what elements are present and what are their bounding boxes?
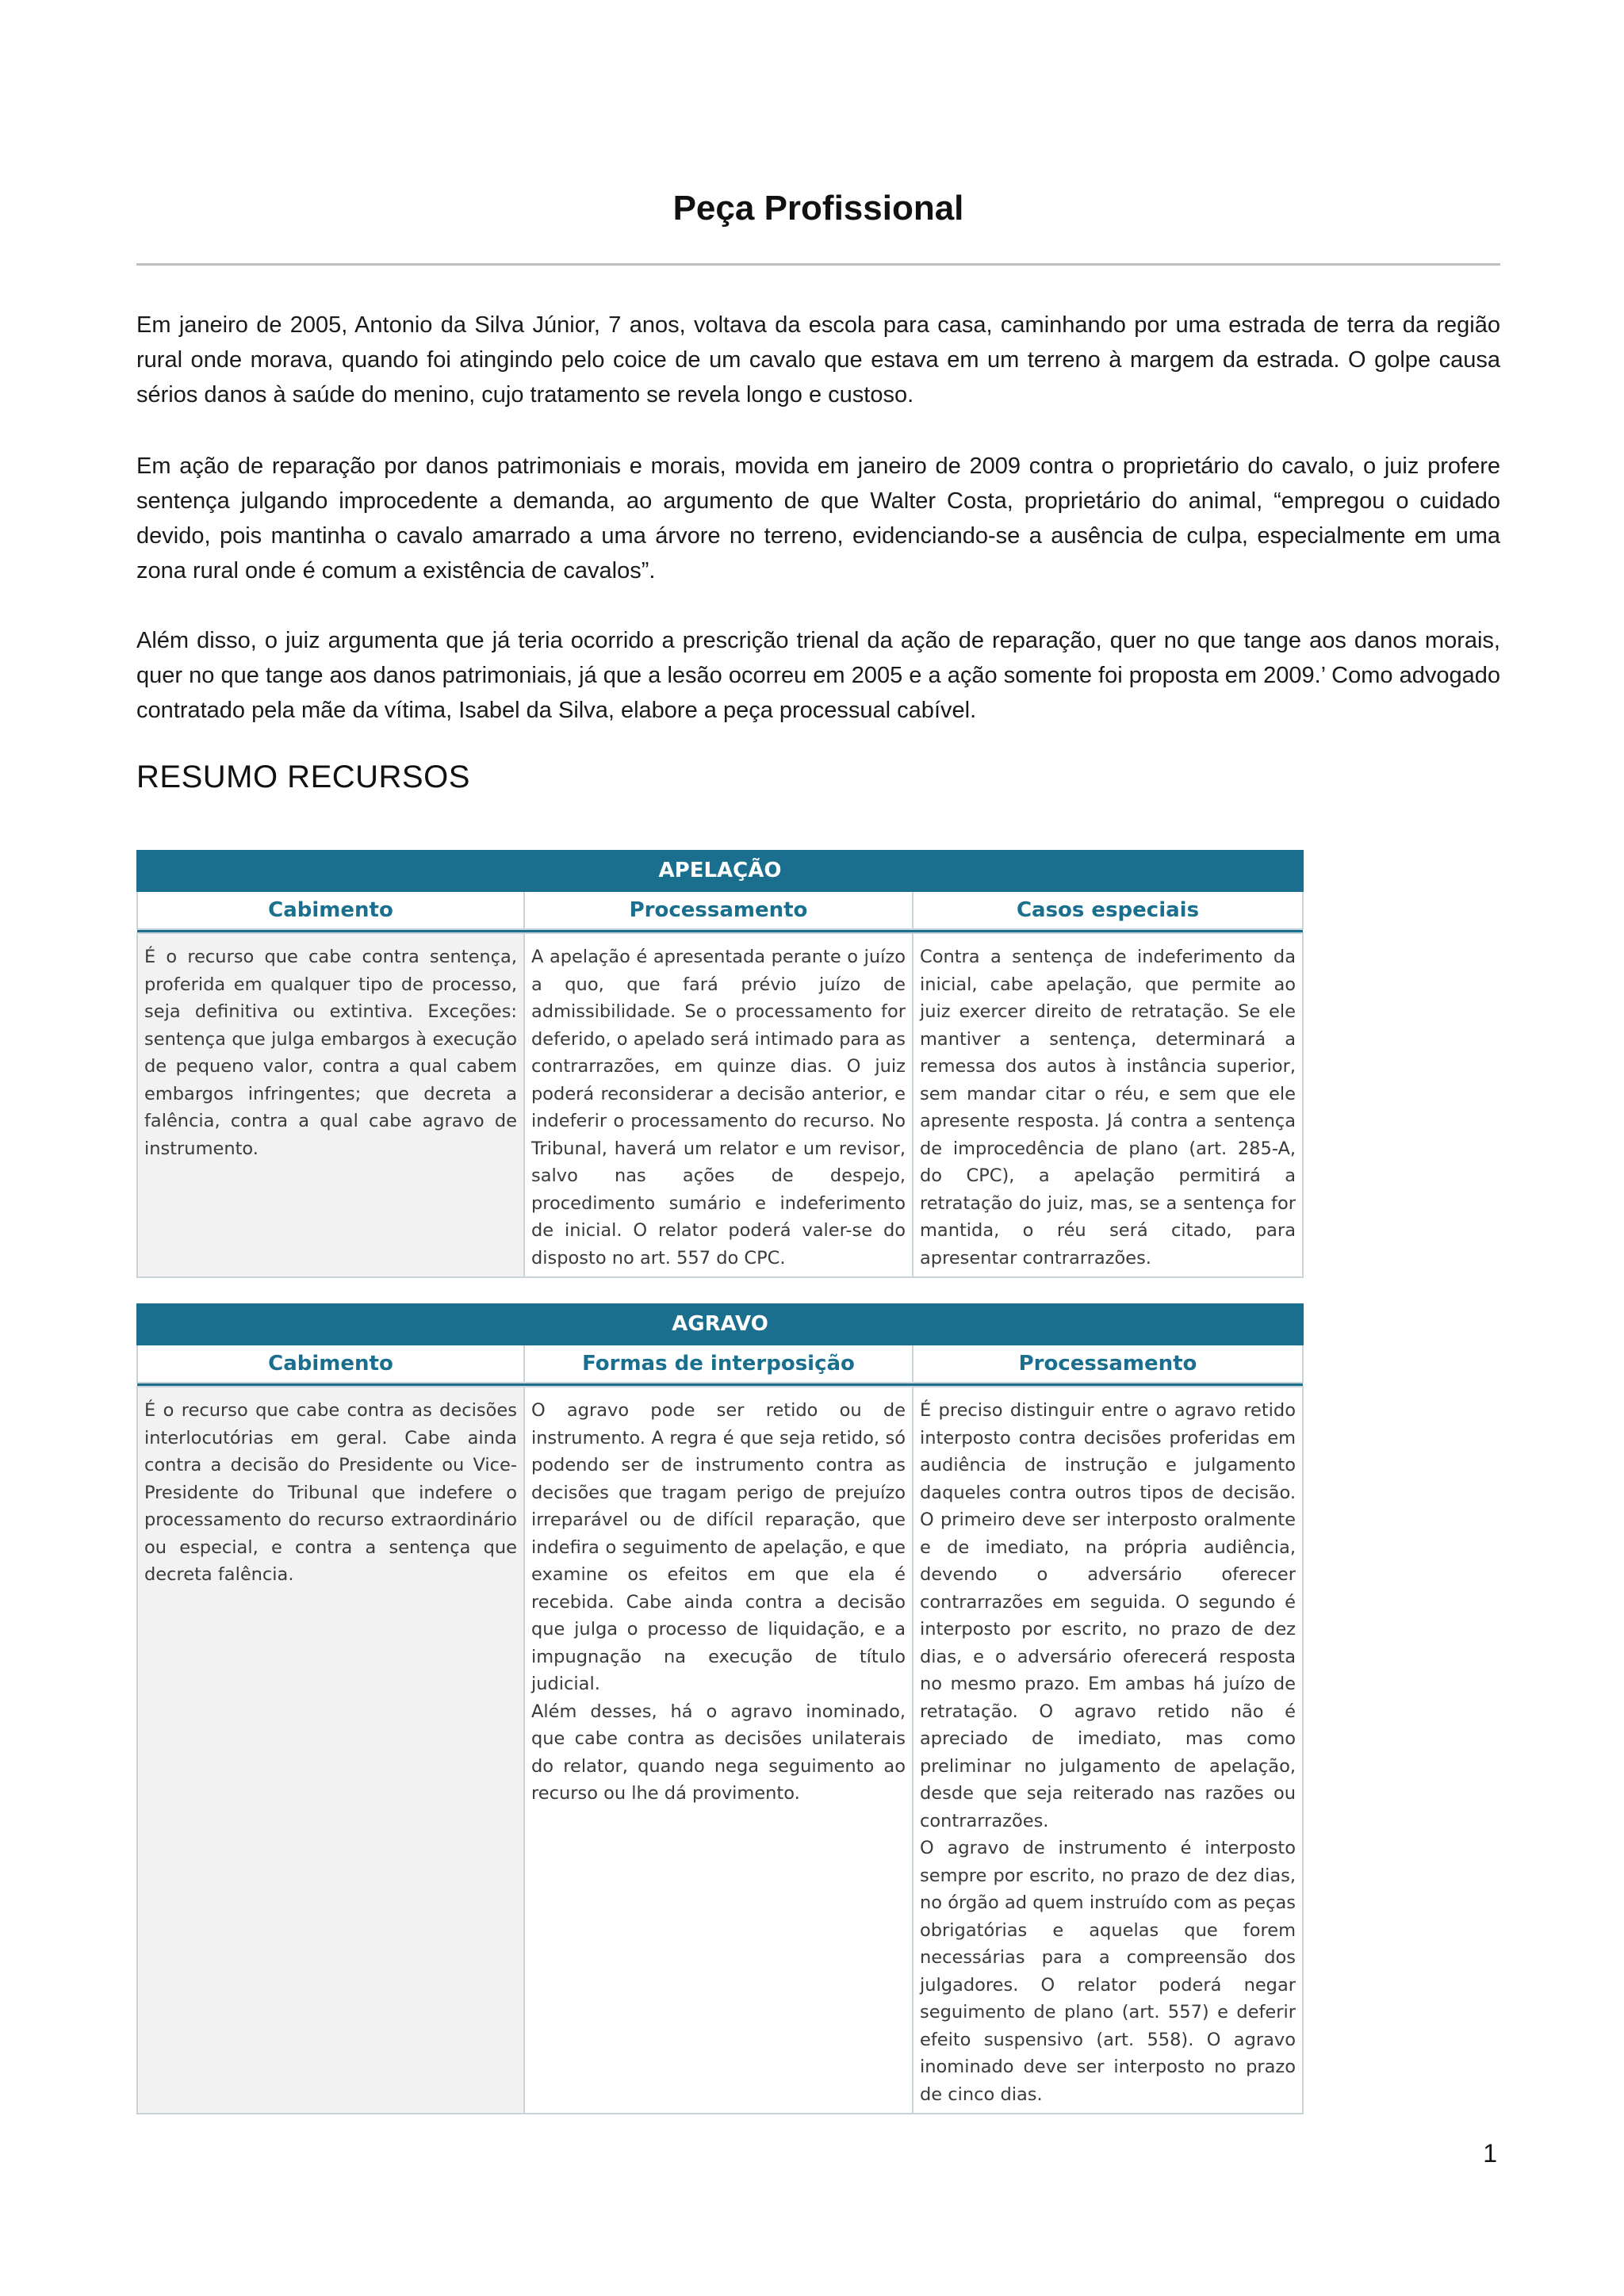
apelacao-processamento-cell: A apelação é apresentada perante o juízo a quo, que fará prévio juízo de admissibilidade. Se o processamento for deferido, o apelado será intimado para as contrarrazões, em quinze dias. O juiz poderá reconsiderar a decisão anterior, e indeferir o processamento do recurso. No Tribunal, haverá um relator e um revisor, salvo nas ações de despejo, procedimento sumário e indeferimento de inicial. O relator poderá valer-se do disposto no art. 557 do CPC.	[524, 933, 913, 1277]
agravo-cabimento-cell: É o recurso que cabe contra as decisões interlocutórias em geral. Cabe ainda contra a decisão do Presidente ou Vice-Presidente do Tribunal que indefere o processamento do recurso extraordinário ou especial, e contra a sentença que decreta falência.	[137, 1387, 524, 2114]
apelacao-col-processamento: Processamento	[524, 891, 913, 930]
page-title: Peça Profissional	[672, 189, 964, 228]
apelacao-table	[136, 850, 1304, 1278]
agravo-col-formas-interposicao: Formas de interposição	[524, 1345, 913, 1383]
agravo-processamento-extra: O agravo de instrumento é interposto sempre por escrito, no prazo de dez dias, no órgão ad quem instruído com as peças obrigatórias e aquelas que forem necessárias para a compreensão dos julgadores. O relator poderá negar seguimento de plano (art. 557) e deferir efeito suspensivo (art. 558). O agravo inominado deve ser interposto no prazo de cinco dias.	[920, 1838, 1296, 2105]
agravo-formas-text: O agravo pode ser retido ou de instrumento. A regra é que seja retido, só podendo ser de instrumento contra as decisões que tragam perigo de prejuízo irreparável ou de difícil reparação, que indefira o seguimento de apelação, e que examine os efeitos em que ela é recebida. Cabe ainda contra a decisão que julga o processo de liquidação, e a impugnação na execução de título judicial.	[531, 1400, 906, 1694]
case-paragraph-2: Em ação de reparação por danos patrimoniais e morais, movida em janeiro de 2009 contra o proprietário do cavalo, o juiz profere sentença julgando improcedente a demanda, ao argumento de que Walter Costa, proprietário do animal, “empregou o cuidado devido, pois mantinha o cavalo amarrado a uma árvore no terreno, evidenciando-se a ausência de culpa, especialmente em uma zona rural onde é comum a existência de cavalos”.	[136, 453, 1500, 584]
apelacao-title: APELAÇÃO	[137, 851, 1303, 891]
case-paragraph-1: Em janeiro de 2005, Antonio da Silva Júnior, 7 anos, voltava da escola para casa, caminhando por uma estrada de terra da região rural onde morava, quando foi atingindo pelo coice de um cavalo que estava em um terreno à margem da estrada. O golpe causa sérios danos à saúde do menino, cujo tratamento se revela longo e custoso.	[136, 312, 1500, 408]
page-number: 1	[1483, 2139, 1497, 2168]
agravo-table	[136, 1303, 1304, 2114]
apelacao-casos-especiais-cell: Contra a sentença de indeferimento da inicial, cabe apelação, que permite ao juiz exercer direito de retratação. Se ele mantiver a sentença, determinará a remessa dos autos à instância superior, sem mandar citar o réu, e sem que ele apresente resposta. Já contra a sentença de improcedência de plano (art. 285-A, do CPC), a apelação permitirá a retratação do juiz, mas, se a sentença for mantida, o réu será citado, para apresentar contrarrazões.	[913, 933, 1303, 1277]
agravo-formas-extra: Além desses, há o agravo inominado, que cabe contra as decisões unilaterais do relator, quando nega seguimento ao recurso ou lhe dá provimento.	[531, 1701, 906, 1804]
agravo-processamento-text: É preciso distinguir entre o agravo retido interposto contra decisões proferidas em audiência de instrução e julgamento daqueles contra outros tipos de decisão. O primeiro deve ser interposto oralmente e de imediato, na própria audiência, devendo o adversário oferecer contrarrazões em seguida. O segundo é interposto por escrito, no prazo de dez dias, e o adversário oferecerá resposta no mesmo prazo. Em ambas há juízo de retratação. O agravo retido não é apreciado de imediato, mas como preliminar no julgamento de apelação, desde que seja reiterado nas razões ou contrarrazões.	[920, 1400, 1296, 1831]
section-heading: RESUMO RECURSOS	[136, 760, 470, 794]
title-divider	[136, 263, 1500, 266]
agravo-col-processamento: Processamento	[913, 1345, 1303, 1383]
case-paragraph-3: Além disso, o juiz argumenta que já teria ocorrido a prescrição trienal da ação de reparação, quer no que tange aos danos morais, quer no que tange aos danos patrimoniais, já que a lesão ocorreu em 2005 e a ação somente foi proposta em 2009.’ Como advogado contratado pela mãe da vítima, Isabel da Silva, elabore a peça processual cabível.	[136, 628, 1500, 723]
apelacao-cabimento-cell: É o recurso que cabe contra sentença, proferida em qualquer tipo de processo, seja definitiva ou extintiva. Exceções: sentença que julga embargos à execução de pequeno valor, contra a qual cabem embargos infringentes; que decreta a falência, contra a qual cabe agravo de instrumento.	[137, 933, 524, 1277]
apelacao-col-cabimento: Cabimento	[137, 891, 524, 930]
agravo-title: AGRAVO	[137, 1304, 1303, 1345]
agravo-formas-interposicao-cell	[524, 1387, 913, 2114]
agravo-processamento-cell	[913, 1387, 1303, 2114]
agravo-col-cabimento: Cabimento	[137, 1345, 524, 1383]
apelacao-col-casos-especiais: Casos especiais	[913, 891, 1303, 930]
